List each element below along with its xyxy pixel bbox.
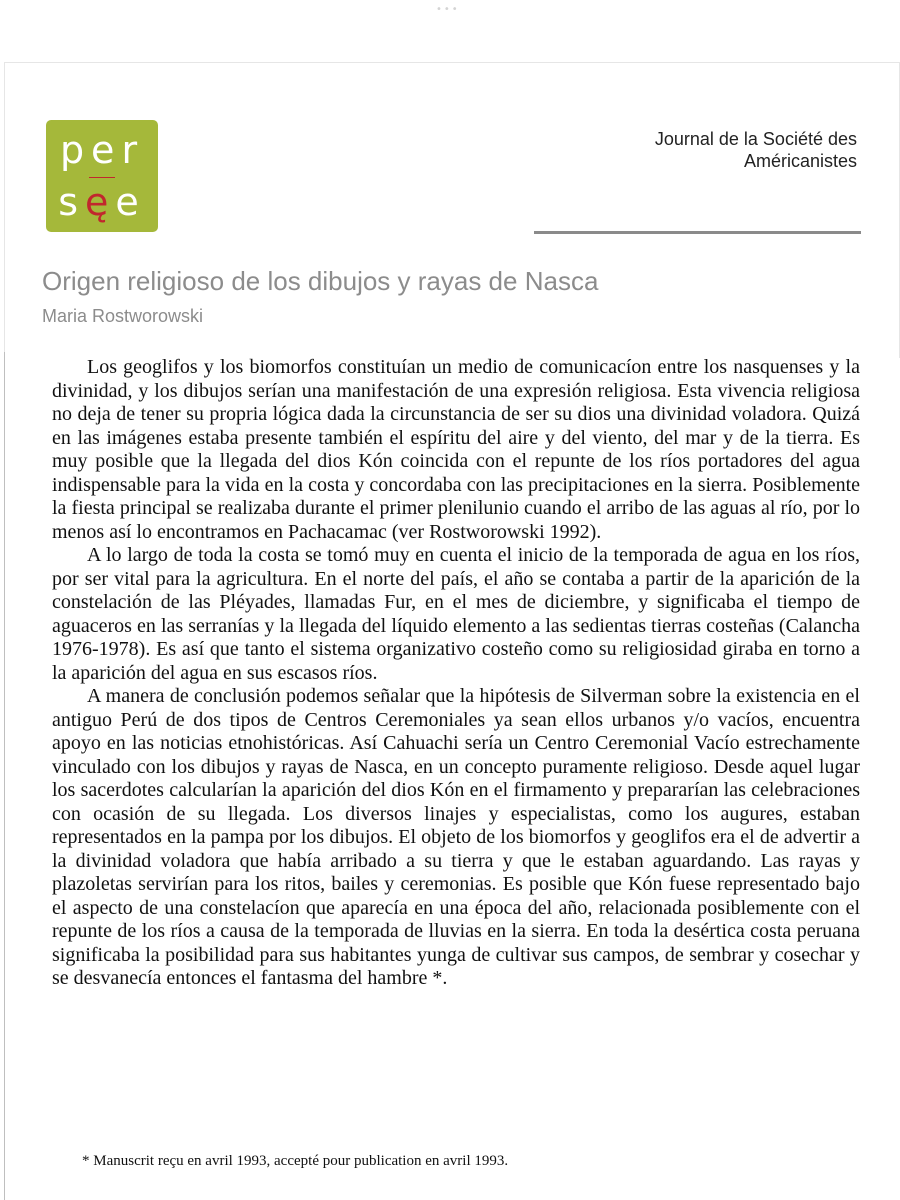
footnote: * Manuscrit reçu en avril 1993, accepté pour publication en avril 1993.: [82, 1153, 509, 1169]
body-paragraph: A lo largo de toda la costa se tomó muy en cuenta el inicio de la temporada de agua en los ríos, por ser vital para la agricultura. En el norte del país, el año se contaba a partir de la aparición de la constelación de las Pléyades, llamadas Fur, en el mes de diciembre, y significaba el tiempo de aguaceros en las serranías y la llegada del líquido elemento a las sedientas tierras costeñas (Calancha 1976-1978). Es así que tanto el sistema organizativo costeño como su religiosidad giraba en torno a la aparición del agua en sus escasos ríos.: [52, 544, 860, 684]
journal-name-line-2: Américanistes: [743, 151, 857, 171]
body-paragraph: Los geoglifos y los biomorfos constituían un medio de comunicacíon entre los nasquenses y la divinidad, y los dibujos serían una manifestación de una expresión religiosa. Esta vivencia religiosa no deja de tener su propria lógica dada la circunstancia de ser su dios una divinidad voladora. Quizá en las imágenes estaba presente también el espíritu del aire y del viento, del mar y de la tierra. Es muy posible que la llegada del dios Kón coincida con el repunte de los ríos portadores del agua indispensable para la vida en la costa y concordaba con las precipitaciones en la sierra. Posiblemente la fiesta principal se realizaba durante el primer plenilunio cuando el arribo de las aguas al río, por lo menos así lo encontramos en Pachacamac (ver Rostworowski 1992).: [52, 356, 860, 543]
persee-logo: [46, 120, 158, 232]
logo-line-2-mid: ę: [85, 180, 116, 224]
article-title: Origen religioso de los dibujos y rayas de Nasca: [42, 266, 599, 296]
journal-name: [497, 128, 857, 172]
article-body: [52, 356, 860, 991]
journal-name-line-1: Journal de la Société des: [654, 129, 857, 149]
article-author: Maria Rostworowski: [42, 306, 204, 326]
header-divider: [534, 231, 861, 234]
logo-line-2: [46, 180, 158, 224]
window-dots-icon: •••: [436, 4, 460, 15]
logo-divider: [89, 177, 115, 178]
logo-line-2-end: e: [115, 180, 146, 224]
page-left-border: [4, 352, 5, 1200]
logo-line-1: per: [59, 128, 145, 172]
logo-line-2-start: s: [58, 180, 86, 224]
body-paragraph: A manera de conclusión podemos señalar que la hipótesis de Silverman sobre la existencia en el antiguo Perú de dos tipos de Centros Ceremoniales ya sean ellos urbanos y/o vacíos, encuentra apoyo en las noticias etnohistóricas. Así Cahuachi sería un Centro Ceremonial Vacío estrechamente vinculado con los dibujos y rayas de Nasca, en un concepto puramente religioso. Desde aquel lugar los sacerdotes calcularían la aparición del dios Kón en el firmamento y prepararían las celebraciones con ocasión de su llegada. Los diversos linajes y especialistas, como los augures, estaban representados en la pampa por los dibujos. El objeto de los biomorfos y geoglifos era el de advertir a la divinidad voladora que había arribado a su tierra y que le estaban aguardando. Las rayas y plazoletas servirían para los ritos, bailes y ceremonias. Es posible que Kón fuese representado bajo el aspecto de una constelacíon que aparecía en una época del año, relacionada posiblemente con el repunte de los ríos a causa de la temporada de lluvias en la sierra. En toda la desértica costa peruana significaba la posibilidad para sus habitantes yunga de cultivar sus campos, de sembrar y cosechar y se desvanecía entonces el fantasma del hambre *.: [52, 685, 860, 989]
